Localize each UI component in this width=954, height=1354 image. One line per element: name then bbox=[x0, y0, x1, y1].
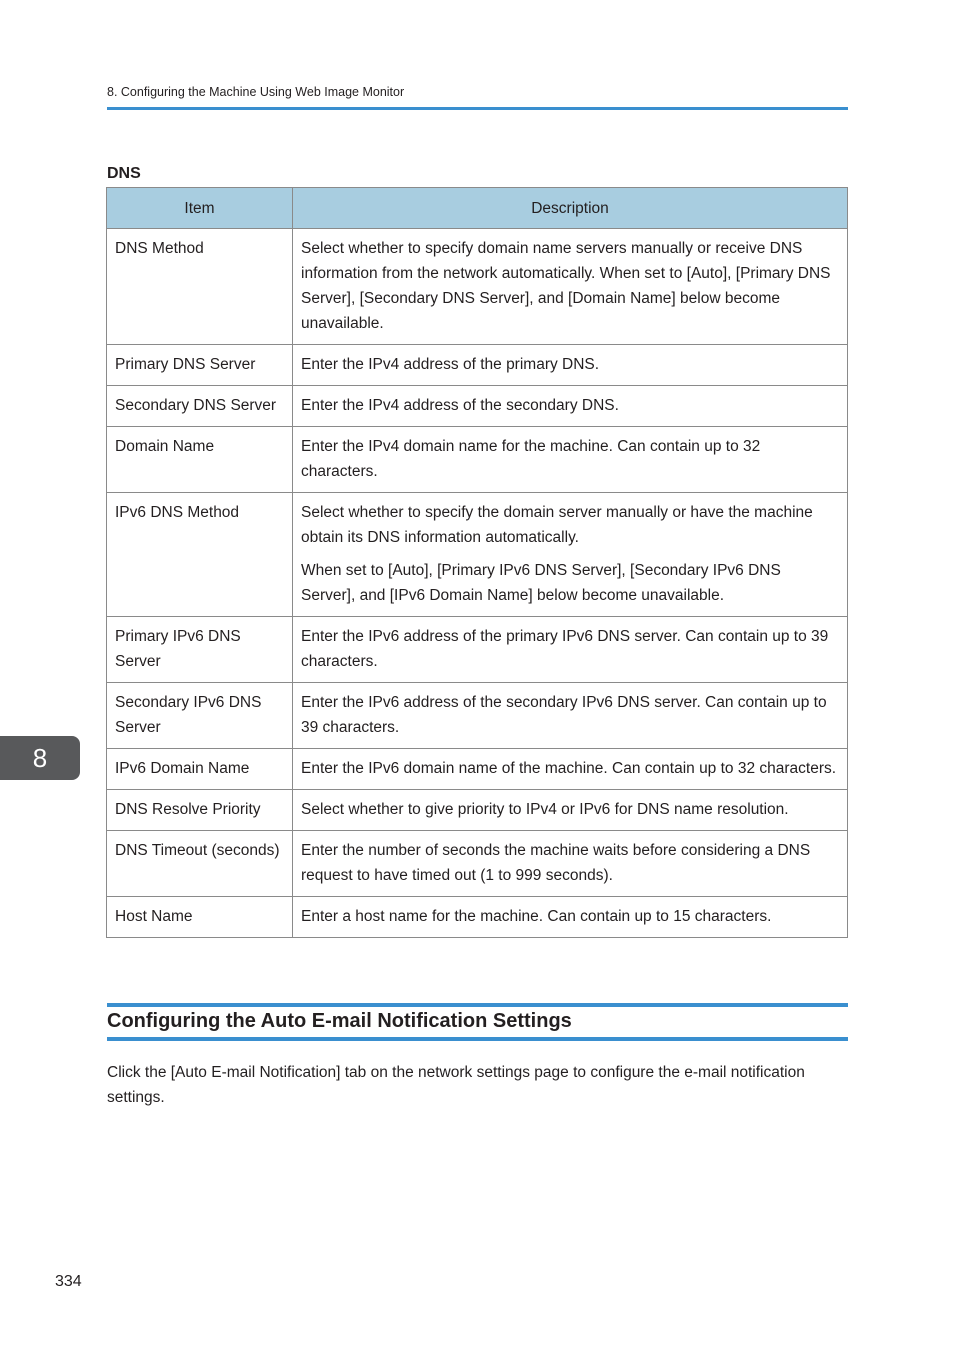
dns-settings-table bbox=[106, 187, 848, 938]
description-paragraph: Select whether to specify domain name servers manually or receive DNS information from the network automatically. When set to [Auto], [Primary DNS Server], [Secondary DNS Server], and [Domain Name] below become unavailable. bbox=[301, 240, 831, 332]
header-rule bbox=[107, 107, 848, 110]
table-cell-item: Host Name bbox=[107, 897, 293, 938]
table-cell-description bbox=[293, 749, 848, 790]
table-row bbox=[107, 386, 848, 427]
table-row bbox=[107, 683, 848, 749]
column-header-item: Item bbox=[107, 188, 293, 229]
table-row bbox=[107, 749, 848, 790]
description-paragraph: Enter the IPv6 domain name of the machine. Can contain up to 32 characters. bbox=[301, 760, 837, 777]
table-cell-item: Primary DNS Server bbox=[107, 345, 293, 386]
table-cell-item: Secondary DNS Server bbox=[107, 386, 293, 427]
table-cell-item: DNS Resolve Priority bbox=[107, 790, 293, 831]
column-header-description: Description bbox=[293, 188, 848, 229]
description-paragraph: Enter the number of seconds the machine waits before considering a DNS request to have timed out (1 to 999 seconds). bbox=[301, 842, 811, 884]
table-cell-description bbox=[293, 683, 848, 749]
table-cell-description bbox=[293, 427, 848, 493]
section-heading: Configuring the Auto E-mail Notification Settings bbox=[107, 1010, 572, 1032]
table-cell-item: Primary IPv6 DNS Server bbox=[107, 617, 293, 683]
description-paragraph: Enter the IPv4 domain name for the machine. Can contain up to 32 characters. bbox=[301, 438, 761, 480]
description-paragraph: Select whether to give priority to IPv4 or IPv6 for DNS name resolution. bbox=[301, 801, 789, 818]
table-row bbox=[107, 831, 848, 897]
table-row bbox=[107, 427, 848, 493]
table-row bbox=[107, 345, 848, 386]
table-cell-description bbox=[293, 617, 848, 683]
table-row bbox=[107, 229, 848, 345]
table-header-row bbox=[107, 188, 848, 229]
table-cell-description bbox=[293, 229, 848, 345]
section-body-text: Click the [Auto E-mail Notification] tab on the network settings page to configure the e-mail notification settings. bbox=[107, 1064, 805, 1106]
section-bottom-rule bbox=[107, 1037, 848, 1041]
table-cell-description bbox=[293, 345, 848, 386]
description-paragraph: When set to [Auto], [Primary IPv6 DNS Server], [Secondary IPv6 DNS Server], and [IPv6 Domain Name] below become unavailable. bbox=[301, 562, 781, 604]
table-row bbox=[107, 897, 848, 938]
table-cell-item: IPv6 Domain Name bbox=[107, 749, 293, 790]
table-cell-description bbox=[293, 831, 848, 897]
table-cell-description bbox=[293, 897, 848, 938]
description-paragraph: Select whether to specify the domain server manually or have the machine obtain its DNS information automatically. bbox=[301, 504, 813, 546]
table-cell-item: Domain Name bbox=[107, 427, 293, 493]
description-paragraph: Enter the IPv4 address of the secondary DNS. bbox=[301, 397, 619, 414]
table-cell-item: IPv6 DNS Method bbox=[107, 493, 293, 617]
table-cell-item: DNS Method bbox=[107, 229, 293, 345]
description-paragraph: Enter the IPv4 address of the primary DNS. bbox=[301, 356, 600, 373]
description-paragraph: Enter the IPv6 address of the secondary IPv6 DNS server. Can contain up to 39 characters. bbox=[301, 694, 827, 736]
table-row bbox=[107, 790, 848, 831]
table-row bbox=[107, 493, 848, 617]
table-row bbox=[107, 617, 848, 683]
running-header: 8. Configuring the Machine Using Web Image Monitor bbox=[107, 85, 405, 99]
description-paragraph: Enter the IPv6 address of the primary IPv6 DNS server. Can contain up to 39 characters. bbox=[301, 628, 829, 670]
table-cell-description bbox=[293, 493, 848, 617]
chapter-tab: 8 bbox=[0, 736, 80, 780]
table-body bbox=[107, 229, 848, 938]
dns-section-title: DNS bbox=[107, 165, 141, 182]
table-cell-description bbox=[293, 386, 848, 427]
page-number: 334 bbox=[55, 1273, 82, 1290]
description-paragraph: Enter a host name for the machine. Can contain up to 15 characters. bbox=[301, 908, 772, 925]
table-cell-item: DNS Timeout (seconds) bbox=[107, 831, 293, 897]
table-cell-description bbox=[293, 790, 848, 831]
table-cell-item: Secondary IPv6 DNS Server bbox=[107, 683, 293, 749]
